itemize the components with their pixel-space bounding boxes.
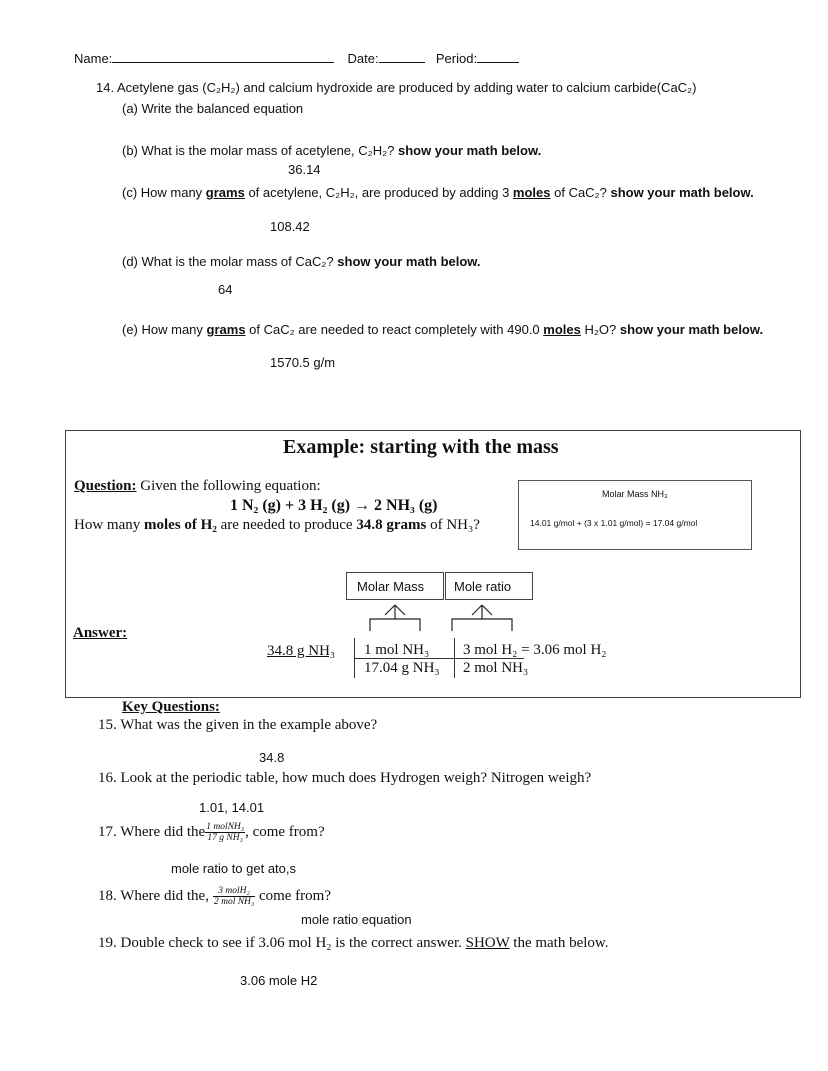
mole-ratio-brace: [452, 605, 512, 631]
how-bold2: 34.8 grams: [356, 517, 427, 533]
q17-answer: mole ratio to get ato,s: [171, 861, 297, 876]
q18-answer: mole ratio equation: [301, 912, 412, 927]
given-text: 34.8 g NH₃: [267, 643, 336, 659]
q14-stem: 14. Acetylene gas (C₂H₂) and calcium hydroxide are produced by adding water to calcium carbide(CaC₂): [96, 80, 697, 95]
period-blank[interactable]: [477, 50, 519, 63]
q15-text: 15. What was the given in the example above?: [98, 717, 378, 733]
q14c-pre: (c) How many: [122, 185, 206, 200]
q14d-answer: 64: [218, 282, 233, 297]
q14c-post: of CaC₂?: [550, 185, 611, 200]
q14e-mid: of CaC₂ are needed to react completely with 490.0: [245, 322, 544, 337]
q14b-bold: show your math below.: [397, 143, 542, 158]
q15-answer: 34.8: [259, 750, 285, 765]
q14c: [122, 185, 754, 200]
q14d-bold: show your math below.: [337, 254, 481, 269]
factor2-denominator: 2 mol NH₃: [463, 660, 529, 676]
period-label: Period:: [435, 51, 478, 66]
molar-mass-label: Molar Mass: [357, 579, 425, 594]
q18-num: 3 molH₂: [213, 886, 255, 897]
example-equation: 1 N₂ (g) + 3 H₂ (g) → 2 NH₃ (g): [230, 497, 438, 514]
q14d: [122, 254, 481, 269]
q14d-text: (d) What is the molar mass of CaC₂?: [122, 254, 338, 269]
question-text: Given the following equation:: [136, 478, 321, 494]
q14c-bold: show your math below.: [610, 185, 754, 200]
date-blank[interactable]: [379, 50, 425, 63]
q16-answer: 1.01, 14.01: [199, 800, 265, 815]
molar-box-title: Molar Mass NH₃: [602, 489, 668, 499]
q17-num: 1 molNH₃: [206, 822, 245, 832]
name-label: Name:: [74, 51, 113, 66]
q19-show: SHOW: [465, 935, 510, 951]
date-label: Date:: [347, 51, 379, 66]
example-how-many: [74, 517, 480, 534]
factor1-numerator: 1 mol NH₃: [364, 642, 430, 658]
q14b-text: (b) What is the molar mass of acetylene, C₂H₂?: [122, 143, 398, 158]
q17-post: , come from?: [245, 823, 325, 840]
q18-text: [98, 886, 331, 907]
q14e-bold: show your math below.: [619, 322, 764, 337]
q14b: [122, 143, 541, 158]
mole-ratio-label: Mole ratio: [454, 579, 512, 594]
how-mid: are needed to produce: [216, 517, 357, 533]
q17-den: 17 g NH₃: [207, 833, 243, 843]
key-questions-heading: Key Questions:: [122, 699, 220, 715]
q17-pre: 17. Where did the: [98, 823, 206, 840]
answer-label: Answer:: [73, 625, 128, 641]
given-value: [267, 643, 335, 660]
factor1-denominator: 17.04 g NH₃: [364, 660, 440, 676]
q18-fraction: [213, 886, 255, 907]
example-title: Example: starting with the mass: [283, 436, 559, 458]
q17-fraction: [205, 822, 245, 843]
q18-post: come from?: [255, 887, 332, 904]
q14e-pre: (e) How many: [122, 322, 207, 337]
q18-pre: 18. Where did the,: [98, 887, 209, 904]
q19-text: [98, 935, 609, 952]
name-blank[interactable]: [112, 50, 334, 63]
q16-text: 16. Look at the periodic table, how much does Hydrogen weigh? Nitrogen weigh?: [98, 770, 592, 786]
q14e-answer: 1570.5 g/m: [270, 355, 336, 370]
q14e-moles: moles: [543, 322, 581, 337]
brace-arrows: [360, 601, 520, 635]
q14c-moles: moles: [512, 185, 551, 200]
q19-post: the math below.: [509, 935, 609, 951]
q14e-grams: grams: [206, 322, 246, 337]
how-pre: How many: [74, 517, 144, 533]
molar-box-value: 14.01 g/mol + (3 x 1.01 g/mol) = 17.04 g/mol: [530, 518, 698, 528]
q19-answer: 3.06 mole H2: [240, 973, 318, 988]
factor2-numerator: 3 mol H₂ = 3.06 mol H₂: [463, 642, 607, 658]
q14e-post: H₂O?: [580, 322, 620, 337]
question-label: Question:: [74, 478, 137, 494]
q14b-answer: 36.14: [288, 162, 321, 177]
q14e: [122, 322, 763, 337]
q18-den: 2 mol NH₃: [213, 897, 255, 907]
example-question: [74, 478, 321, 495]
q17-text: [98, 822, 325, 843]
q14c-answer: 108.42: [270, 219, 310, 234]
q14c-grams: grams: [205, 185, 245, 200]
q14c-mid: of acetylene, C₂H₂, are produced by adding 3: [244, 185, 513, 200]
q14a-text: (a) Write the balanced equation: [122, 101, 304, 116]
header-line: [74, 50, 519, 66]
q19-pre: 19. Double check to see if 3.06 mol H₂ is the correct answer.: [98, 935, 466, 951]
molar-mass-brace: [370, 605, 420, 631]
how-bold: moles of H₂: [144, 517, 217, 533]
how-post: of NH₃?: [426, 517, 480, 533]
